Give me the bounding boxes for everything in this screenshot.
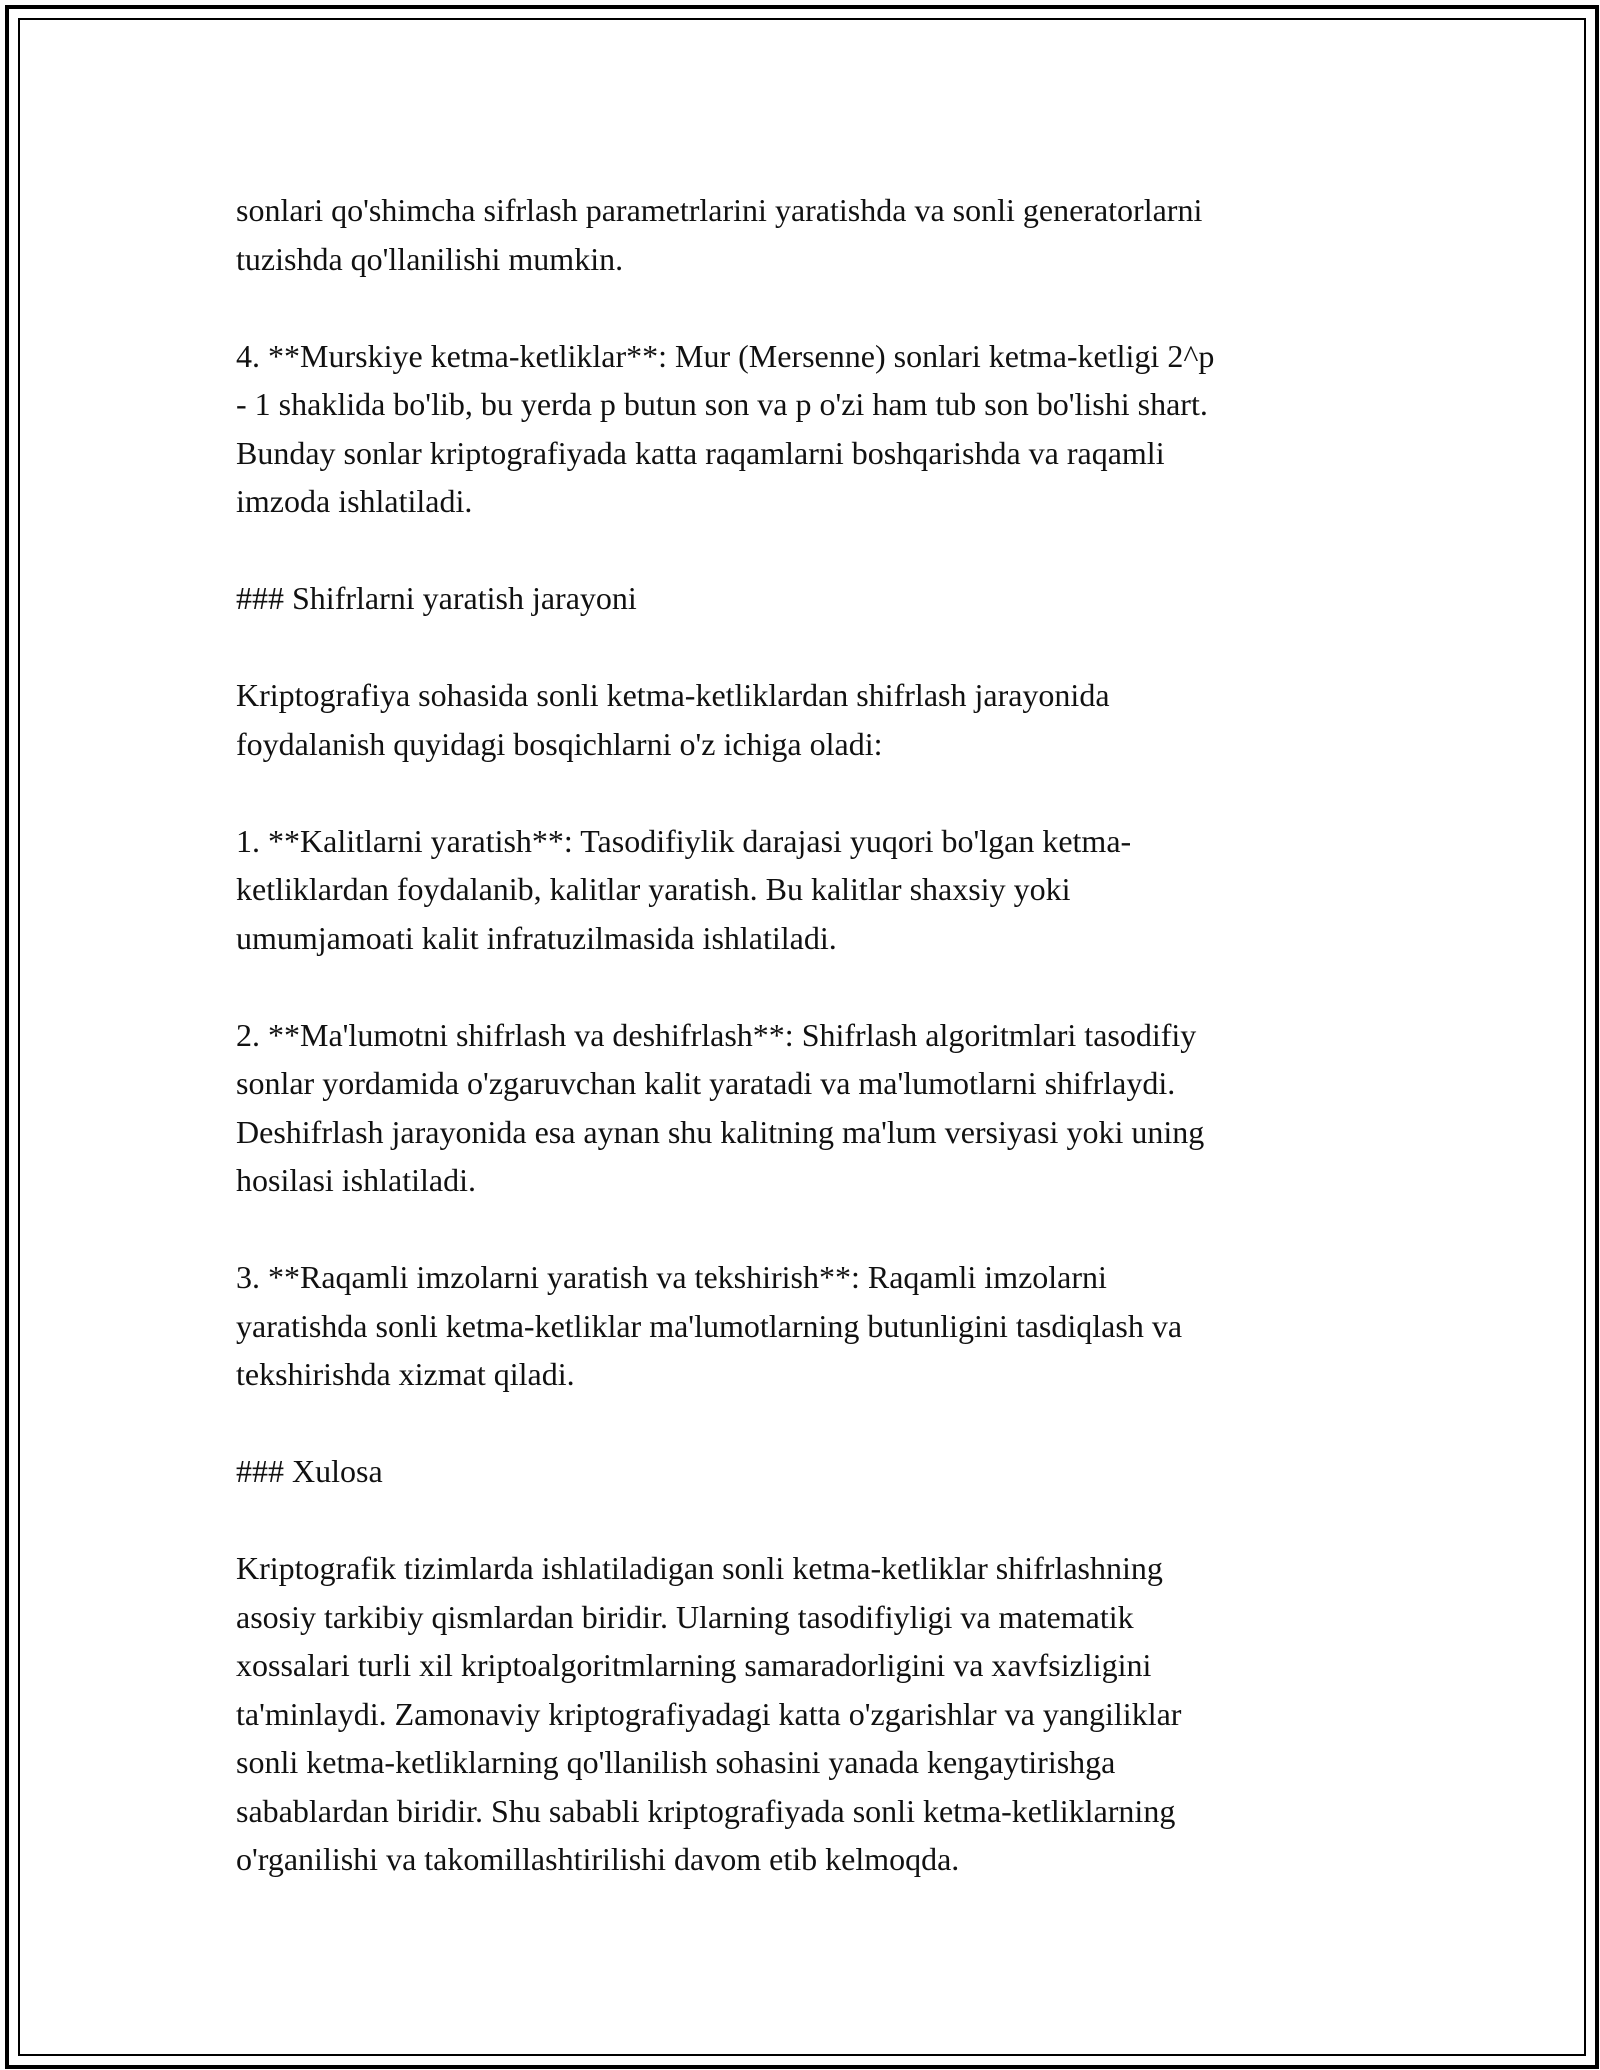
paragraph-intro: Kriptografiya sohasida sonli ketma-ketliklardan shifrlash jarayonida foydalanish quyidagi bosqichlarni o'z ichiga oladi: bbox=[236, 677, 1110, 762]
paragraph-continuation: sonlari qo'shimcha sifrlash parametrlarini yaratishda va sonli generatorlarni tuzishda qo'llanilishi mumkin. bbox=[236, 192, 1203, 277]
section-heading-shifrlarni-yaratish: ### Shifrlarni yaratish jarayoni bbox=[236, 580, 637, 616]
list-item-4-mersenne: 4. **Murskiye ketma-ketliklar**: Mur (Mersenne) sonlari ketma-ketligi 2^p - 1 shaklida bo'lib, bu yerda p butun son va p o'zi ham tub son bo'lishi shart. Bunday sonlar kriptografiyada katta raqamlarni boshqarishda va raqamli imzoda ishlatiladi. bbox=[236, 337, 1215, 519]
list-item-1-kalitlar: 1. **Kalitlarni yaratish**: Tasodifiylik darajasi yuqori bo'lgan ketma- ketliklardan foydalanib, kalitlar yaratish. Bu kalitlar shaxsiy yoki umumjamoati kalit infratuzilmasida ishlatiladi. bbox=[236, 822, 1132, 956]
section-heading-xulosa: ### Xulosa bbox=[236, 1453, 383, 1489]
paragraph-conclusion: Kriptografik tizimlarda ishlatiladigan sonli ketma-ketliklar shifrlashning asosiy tarkibiy qismlardan biridir. Ularning tasodifiyligi va matematik xossalari turli xil kriptoalgoritmlarning samaradorligini va xavfsizligini ta'minlaydi. Zamonaviy kriptografiyadagi katta o'zgarishlar va yangiliklar sonli ketma-ketliklarning qo'llanilish sohasini yanada kengaytirishga sabablardan biridir. Shu sababli kriptografiyada sonli ketma-ketliklarning o'rganilishi va takomillashtirilishi davom etib kelmoqda. bbox=[236, 1550, 1182, 1877]
list-item-2-shifrlash: 2. **Ma'lumotni shifrlash va deshifrlash**: Shifrlash algoritmlari tasodifiy sonlar yordamida o'zgaruvchan kalit yaratadi va ma'lumotlarni shifrlaydi. Deshifrlash jarayonida esa aynan shu kalitning ma'lum versiyasi yoki uning hosilasi ishlatiladi. bbox=[236, 1016, 1205, 1198]
document-body bbox=[236, 186, 1366, 1884]
list-item-3-imzolar: 3. **Raqamli imzolarni yaratish va tekshirish**: Raqamli imzolarni yaratishda sonli ketma-ketliklar ma'lumotlarning butunligini tasdiqlash va tekshirishda xizmat qiladi. bbox=[236, 1259, 1183, 1392]
